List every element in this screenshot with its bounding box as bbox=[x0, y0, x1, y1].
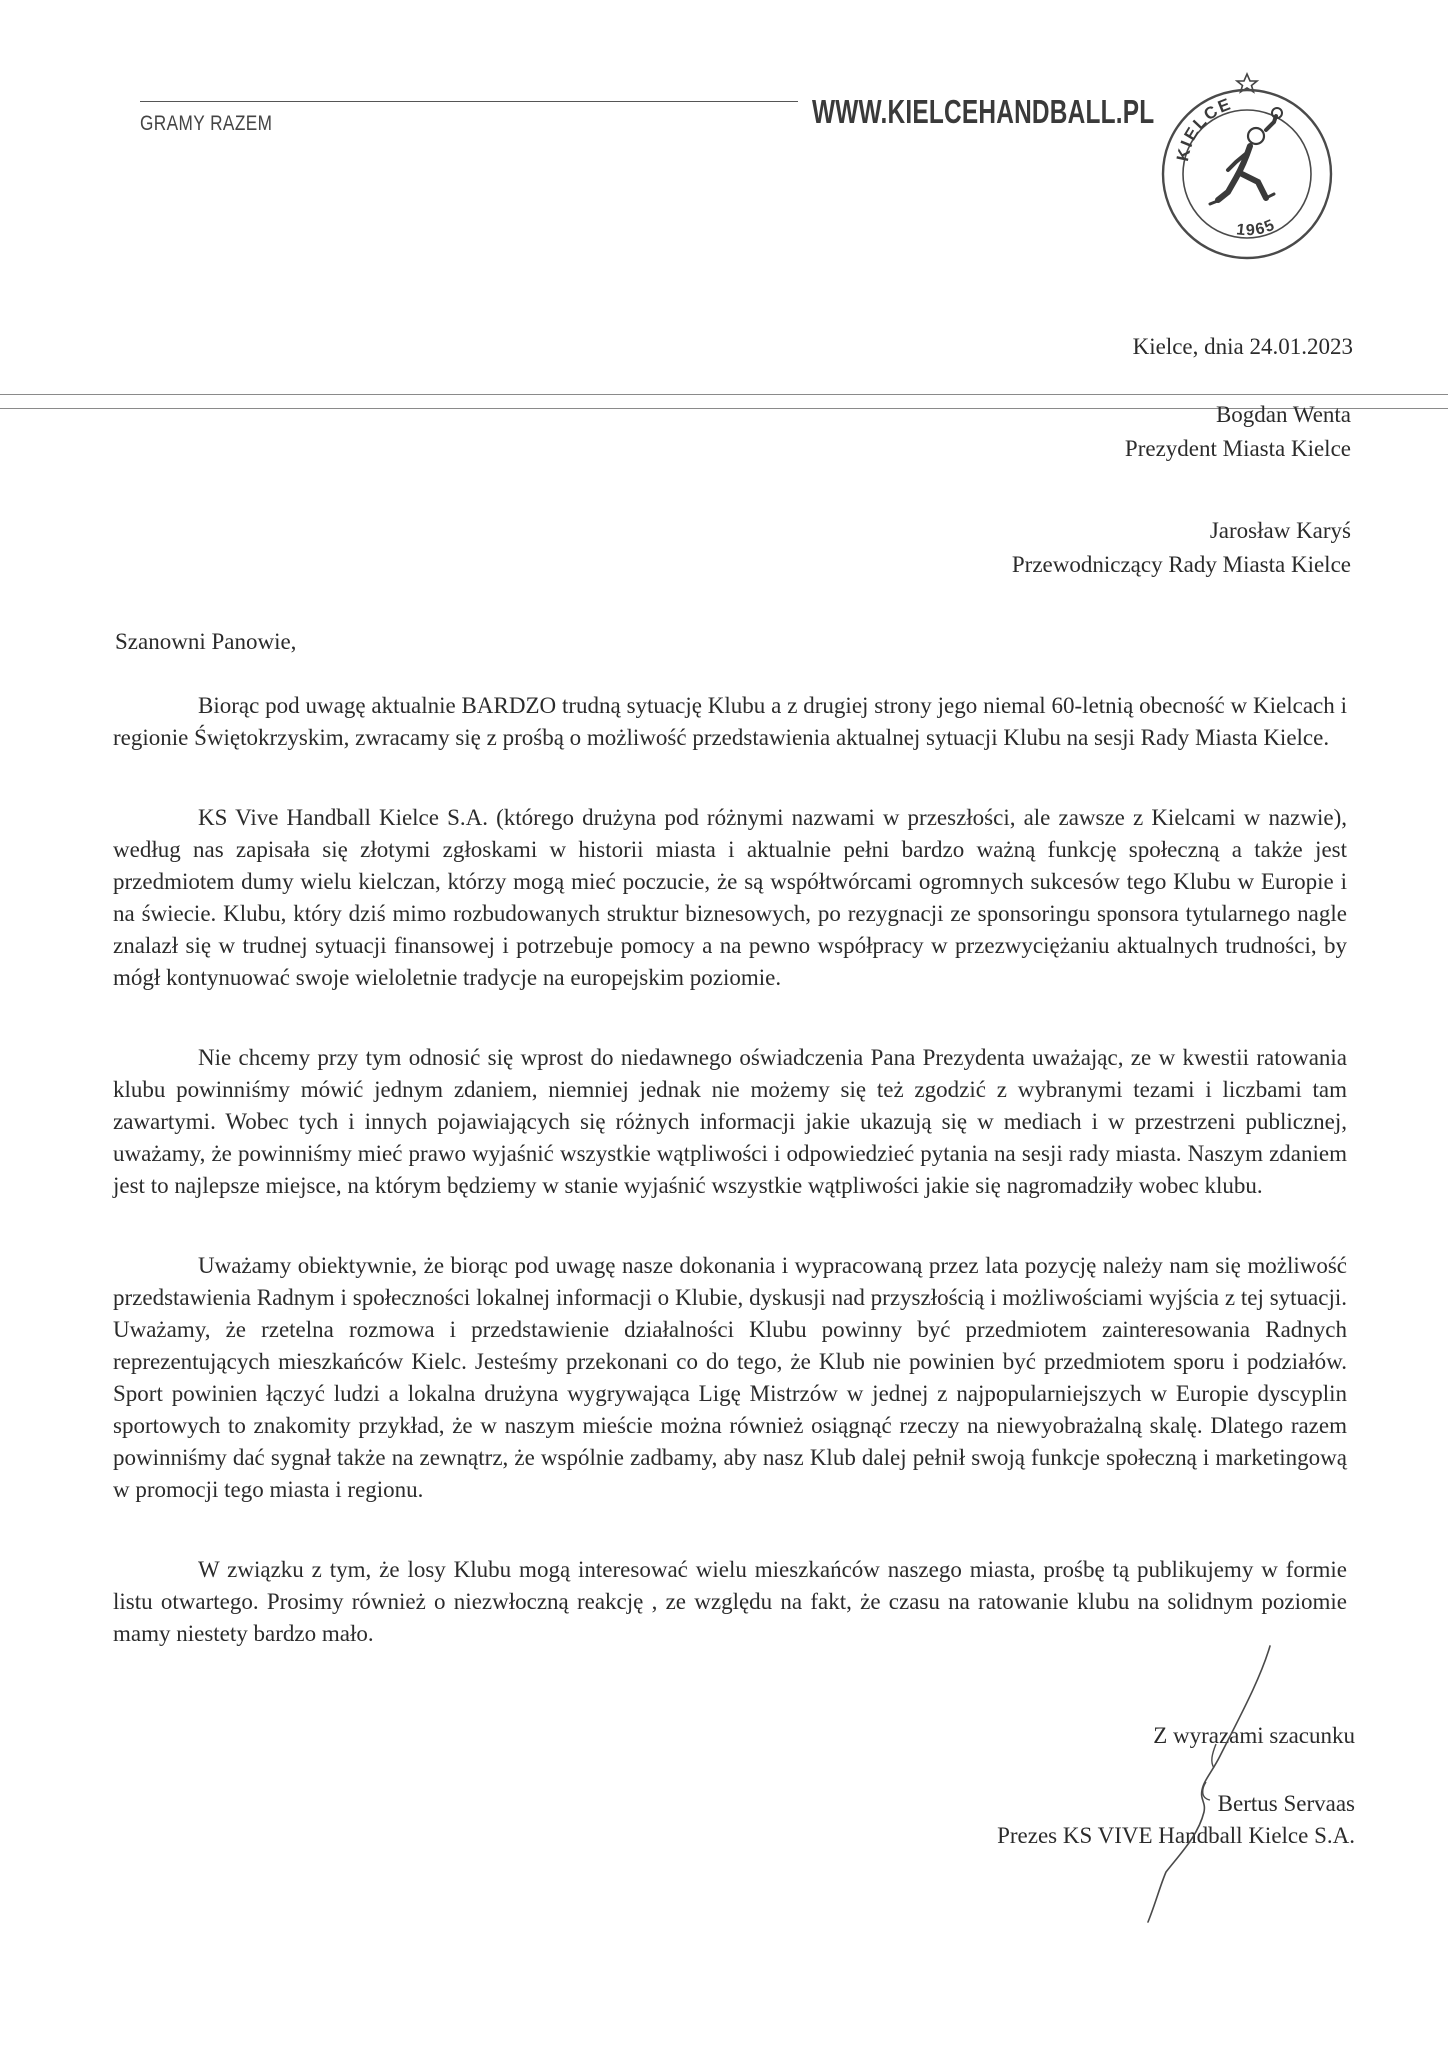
svg-text:1965 bbox=[1235, 216, 1278, 239]
signatory-name: Bertus Servaas bbox=[1217, 1791, 1355, 1816]
recipient-name: Bogdan Wenta bbox=[1215, 402, 1351, 427]
recipient-title: Prezydent Miasta Kielce bbox=[1124, 436, 1351, 461]
recipient-title: Przewodniczący Rady Miasta Kielce bbox=[1011, 552, 1351, 577]
scan-line-top bbox=[0, 394, 1448, 395]
recipients-block bbox=[651, 398, 1351, 582]
handwritten-signature bbox=[1120, 1640, 1280, 1940]
header-slogan: GRAMY RAZEM bbox=[140, 112, 273, 135]
signatory-title: Prezes KS VIVE Handball Kielce S.A. bbox=[997, 1823, 1355, 1848]
header-rule bbox=[140, 101, 798, 102]
body-paragraph: KS Vive Handball Kielce S.A. (którego drużyna pod różnymi nazwami w przeszłości, ale zawsze z Kielcami w nazwie), według nas zapisała się złotymi zgłoskami w historii miasta i aktualnie pełni bardzo ważną funkcję społeczną a także jest przedmiotem dumy wielu kielczan, którzy mogą mieć poczucie, że są współtwórcami ogromnych sukcesów tego Klubu w Europie i na świecie. Klubu, który dziś mimo rozbudowanych struktur biznesowych, po rezygnacji ze sponsoringu sponsora tytularnego nagle znalazł się w trudnej sytuacji finansowej i potrzebuje pomocy a na pewno współpracy w przezwyciężaniu aktualnych trudności, by mógł kontynuować swoje wieloletnie tradycje na europejskim poziomie. bbox=[113, 805, 1347, 990]
header-website[interactable]: WWW.KIELCEHANDBALL.PL bbox=[812, 93, 1155, 130]
club-logo bbox=[1158, 70, 1336, 266]
logo-text-bottom: 1965 bbox=[1235, 216, 1279, 240]
closing-phrase: Z wyrazami szacunku bbox=[1153, 1723, 1355, 1748]
letter-date: Kielce, dnia 24.01.2023 bbox=[1132, 334, 1353, 359]
body-paragraph: Nie chcemy przy tym odnosić się wprost do niedawnego oświadczenia Pana Prezydenta uważając, ze w kwestii ratowania klubu powinniśmy mówić jednym zdaniem, niemniej jednak nie możemy się też zgodzić z wybranymi tezami i liczbami tam zawartymi. Wobec tych i innych pojawiających się różnych informacji jakie ukazują się w mediach i w przestrzeni publicznej, uważamy, że powinniśmy mieć prawo wyjaśnić wszystkie wątpliwości i odpowiedzieć pytania na sesji rady miasta. Naszym zdaniem jest to najlepsze miejsce, na którym będziemy w stanie wyjaśnić wszystkie wątpliwości jakie się nagromadziły wobec klubu. bbox=[113, 1045, 1347, 1198]
svg-text:KIELCE bbox=[1173, 94, 1235, 163]
recipient-name: Jarosław Karyś bbox=[1209, 518, 1351, 543]
body-paragraph: Biorąc pod uwagę aktualnie BARDZO trudną sytuację Klubu a z drugiej strony jego niemal 60-letnią obecność w Kielcach i regionie Świętokrzyskim, zwracamy się z prośbą o możliwość przedstawienia aktualnej sytuacji Klubu na sesji Rady Miasta Kielce. bbox=[113, 693, 1347, 750]
salutation: Szanowni Panowie, bbox=[115, 629, 297, 654]
logo-text-top: KIELCE bbox=[1172, 94, 1235, 163]
body-paragraph: Uważamy obiektywnie, że biorąc pod uwagę nasze dokonania i wypracowaną przez lata pozycję należy nam się możliwość przedstawienia Radnym i społeczności lokalnej informacji o Klubie, dyskusji nad przyszłością i możliwościami wyjścia z tej sytuacji. Uważamy, że rzetelna rozmowa i przedstawienie działalności Klubu powinny być przedmiotem zainteresowania Radnych reprezentujących mieszkańców Kielc. Jesteśmy przekonani co do tego, że Klub nie powinien być przedmiotem sporu i podziałów. Sport powinien łączyć ludzi a lokalna drużyna wygrywająca Ligę Mistrzów w jednej z najpopularniejszych w Europie dyscyplin sportowych to znakomity przykład, że w naszym mieście można również osiągnąć rzeczy na niewyobrażalną skalę. Dlatego razem powinniśmy dać sygnał także na zewnątrz, że wspólnie zadbamy, aby nasz Klub dalej pełnił swoją funkcje społeczną i marketingową w promocji tego miasta i regionu. bbox=[113, 1253, 1347, 1502]
letter-body bbox=[113, 690, 1347, 1698]
handball-player-icon bbox=[1210, 108, 1282, 204]
body-paragraph: W związku z tym, że losy Klubu mogą interesować wielu mieszkańców naszego miasta, prośbę tą publikujemy w formie listu otwartego. Prosimy również o niezwłoczną reakcję , ze względu na fakt, że czasu na ratowanie klubu na solidnym poziomie mamy niestety bardzo mało. bbox=[113, 1557, 1347, 1646]
